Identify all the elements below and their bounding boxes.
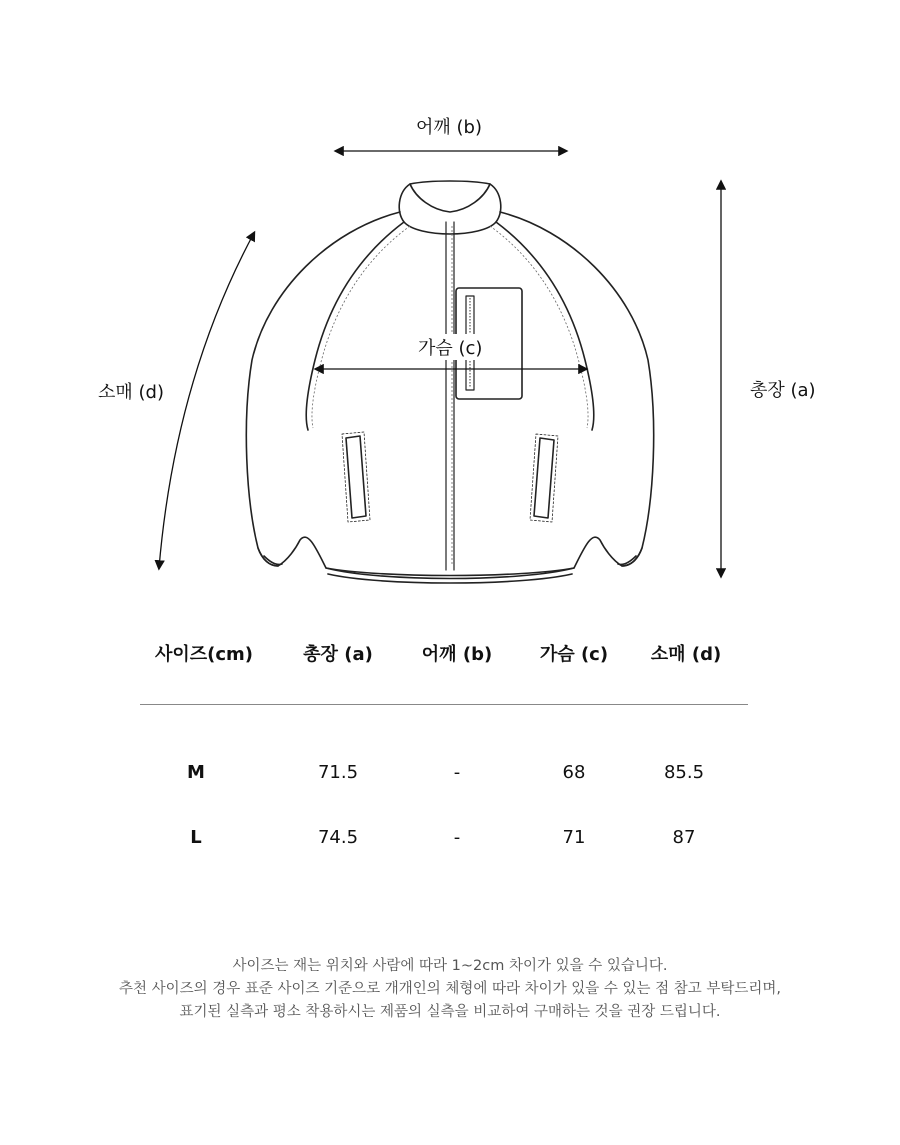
- cell-chest: 68: [562, 762, 586, 783]
- header-sleeve: 소매 (d): [650, 644, 722, 665]
- note-line: 추천 사이즈의 경우 표준 사이즈 기준으로 개개인의 체형에 따라 차이가 있을 수 있는 점 참고 부탁드리며,: [118, 981, 782, 997]
- cell-chest: 71: [562, 827, 586, 848]
- cell-size: L: [190, 827, 202, 848]
- header-length: 총장 (a): [303, 644, 373, 665]
- header-chest: 가슴 (c): [539, 644, 609, 665]
- cell-shoulder: -: [453, 762, 461, 783]
- label-length: 총장 (a): [750, 380, 816, 401]
- note-line: 사이즈는 재는 위치와 사람에 따라 1~2cm 차이가 있을 수 있습니다.: [232, 958, 668, 974]
- header-shoulder: 어깨 (b): [421, 644, 493, 665]
- sleeve-arrow: [159, 233, 254, 568]
- table-divider: [140, 704, 748, 705]
- label-shoulder: 어깨 (b): [416, 117, 482, 138]
- note-line: 표기된 실측과 평소 착용하시는 제품의 실측을 비교하여 구매하는 것을 권장 드립니다.: [179, 1004, 721, 1020]
- label-sleeve: 소매 (d): [98, 382, 164, 403]
- header-size: 사이즈(cm): [154, 644, 254, 665]
- label-chest: 가슴 (c): [416, 334, 484, 360]
- size-notes: [0, 955, 900, 1024]
- jacket-collar: [399, 181, 501, 234]
- cell-length: 71.5: [317, 762, 359, 783]
- cell-sleeve: 85.5: [663, 762, 705, 783]
- right-pocket: [534, 438, 554, 518]
- cell-size: M: [187, 762, 205, 783]
- cell-shoulder: -: [453, 827, 461, 848]
- left-pocket: [346, 436, 366, 518]
- cell-length: 74.5: [317, 827, 359, 848]
- cell-sleeve: 87: [672, 827, 696, 848]
